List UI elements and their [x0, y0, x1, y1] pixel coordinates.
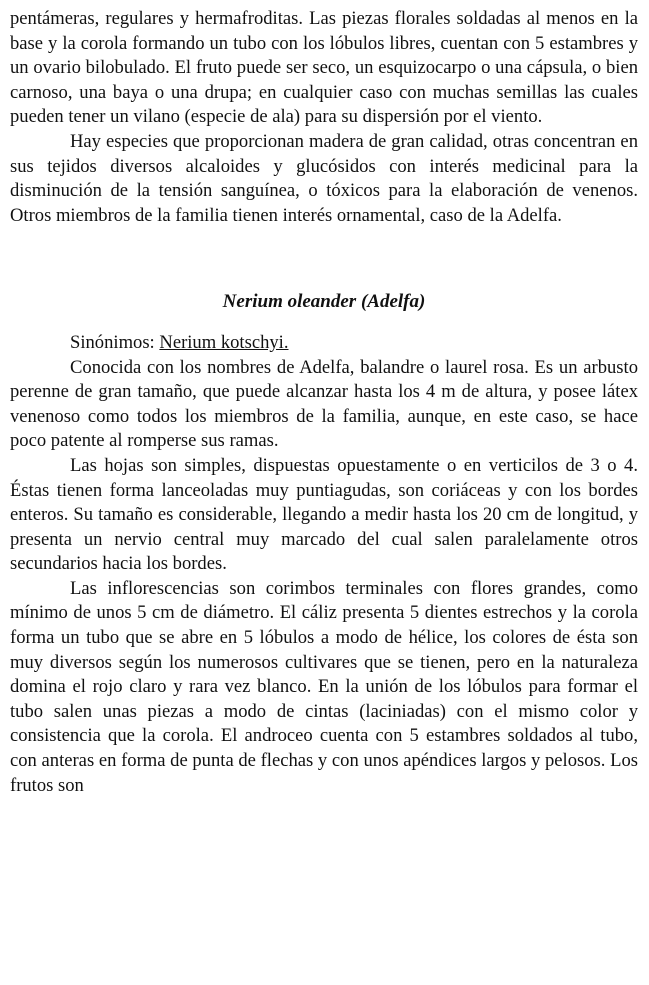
- synonyms-value: Nerium kotschyi.: [159, 331, 289, 353]
- synonyms-line: [10, 331, 638, 356]
- paragraph-flower-description: pentámeras, regulares y hermafroditas. Las piezas florales soldadas al menos en la base y la corola formando un tubo con los lóbulos libres, cuentan con 5 estambres y un ovario bilobulado. El fruto puede ser seco, un esquizocarpo o una cápsula, o bien carnoso, una baya o una drupa; en cualquier caso con muchas semillas las cuales pueden tener un vilano (especie de ala) para su dispersión por el viento.: [10, 8, 638, 128]
- paragraph-common-names: Conocida con los nombres de Adelfa, balandre o laurel rosa. Es un arbusto perenne de gran tamaño, que puede alcanzar hasta los 4 m de altura, y posee látex venenoso como todos los miembros de la familia, aunque, en este caso, se hace poco patente al romperse sus ramas.: [10, 356, 638, 452]
- paragraph-species-uses: Hay especies que proporcionan madera de gran calidad, otras concentran en sus tejidos diversos alcaloides y glucósidos con interés medicinal para la disminución de la tensión sanguínea, o tóxicos para la elaboración de venenos. Otros miembros de la familia tienen interés ornamental, caso de la Adelfa.: [10, 130, 638, 226]
- paragraph-leaves: Las hojas son simples, dispuestas opuestamente o en verticilos de 3 o 4. Éstas tienen forma lanceoladas muy puntiagudas, son coriáceas y con los bordes enteros. Su tamaño es considerable, llegando a medir hasta los 20 cm de longitud, y presenta un nervio central muy marcado del cual salen paralelamente otros secundarios hacia los bordes.: [10, 454, 638, 575]
- section-title: Nerium oleander (Adelfa): [222, 291, 426, 313]
- paragraph-inflorescences: Las inflorescencias son corimbos terminales con flores grandes, como mínimo de unos 5 cm de diámetro. El cáliz presenta 5 dientes estrechos y la corola forma un tubo que se abre en 5 lóbulos a modo de hélice, los colores de ésta son muy diversos según los numerosos cultivares que se tienen, pero en la naturaleza domina el rojo claro y rara vez blanco. En la unión de los lóbulos para formar el tubo salen unas piezas a modo de cintas (laciniadas) con el mismo color y consistencia que la corola. El androceo cuenta con 5 estambres soldados al tubo, con anteras en forma de punta de flechas y con unos apéndices largos y pelosos. Los frutos son: [10, 577, 638, 796]
- synonyms-label: Sinónimos:: [70, 331, 155, 353]
- section-spacer: [10, 228, 638, 290]
- document-page: [10, 7, 638, 798]
